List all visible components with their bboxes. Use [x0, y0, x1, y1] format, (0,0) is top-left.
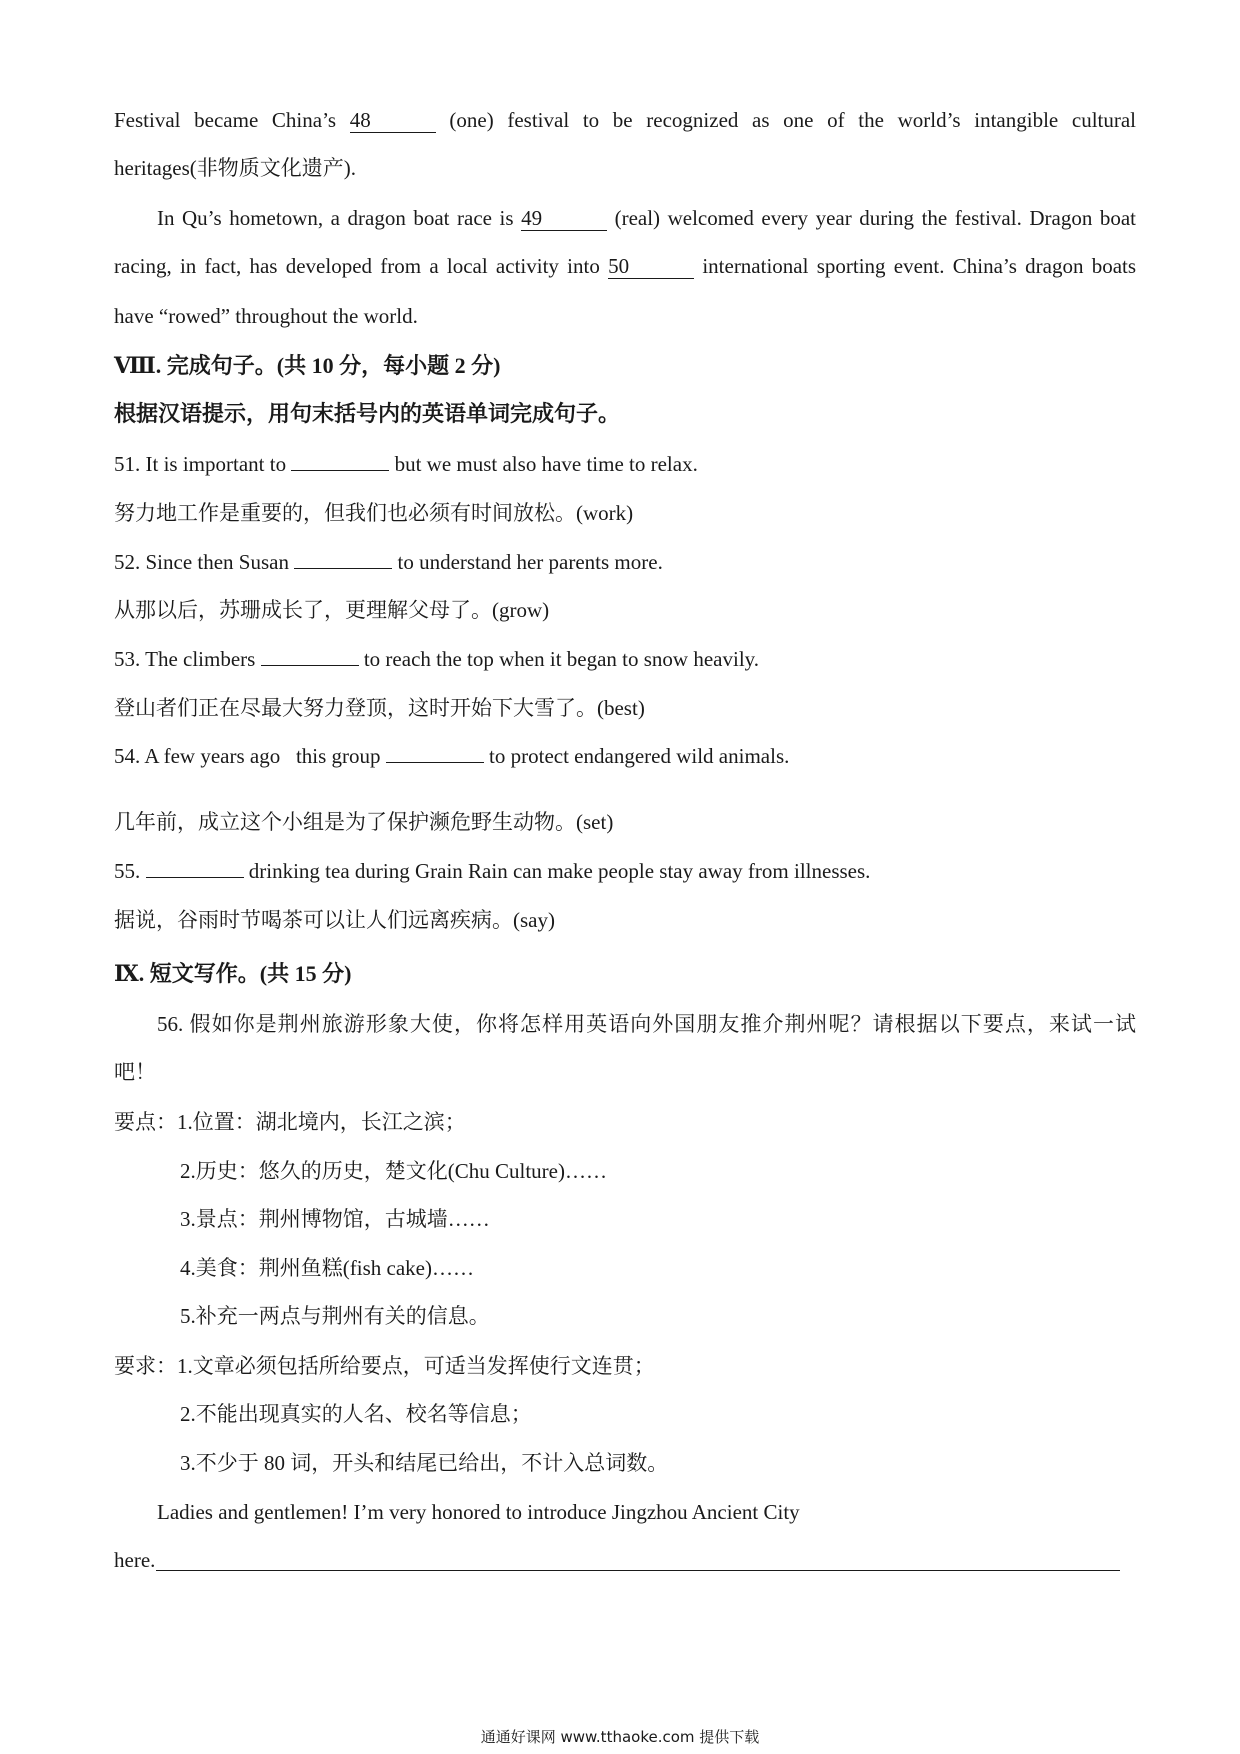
- page-footer: 通通好课网 www.tthaoke.com 提供下载: [480, 1728, 760, 1746]
- essay-writing-line[interactable]: [156, 1570, 1120, 1571]
- answer-blank-54[interactable]: [386, 742, 484, 763]
- passage-text: Festival became China’s: [114, 108, 337, 132]
- answer-blank-55[interactable]: [146, 857, 244, 878]
- passage-line-2: heritages(非物质文化遗产).: [114, 156, 357, 180]
- section-8-instruction: 根据汉语提示，用句末括号内的英语单词完成句子。: [114, 401, 621, 426]
- passage-line-3: [157, 204, 1136, 232]
- passage-text: In Qu’s hometown, a dragon boat race is: [157, 206, 514, 230]
- answer-blank-48[interactable]: 48: [350, 108, 436, 133]
- question-text: to reach the top when it began to snow heavily.: [363, 647, 760, 671]
- answer-blank-53[interactable]: [261, 645, 359, 666]
- answer-blank-50[interactable]: 50: [608, 254, 694, 279]
- question-text: 52. Since then Susan: [114, 550, 289, 574]
- points-label: 要点：: [114, 1110, 177, 1134]
- question-text: to protect endangered wild animals.: [489, 744, 790, 768]
- point-item-5: 5.补充一两点与荆州有关的信息。: [180, 1304, 490, 1328]
- requirements-label: 要求：: [114, 1354, 177, 1378]
- question-52: [114, 548, 663, 576]
- question-55: [114, 857, 870, 885]
- question-text: 54. A few years ago this group: [114, 744, 381, 768]
- answer-blank-52[interactable]: [294, 548, 392, 569]
- section-9-title: Ⅸ. 短文写作。(共 15 分): [114, 961, 352, 986]
- passage-text: (one) festival to be recognized as one of the world’s intangible cultural: [449, 108, 1137, 132]
- question-text: but we must also have time to relax.: [394, 452, 698, 476]
- question-text: 55.: [114, 859, 141, 883]
- points-row-1: [114, 1108, 466, 1136]
- passage-line-5: have “rowed” throughout the world.: [114, 304, 418, 328]
- essay-opening: Ladies and gentlemen! I’m very honored to introduce Jingzhou Ancient City: [157, 1500, 800, 1524]
- requirement-item: 1.文章必须包括所给要点，可适当发挥使行文连贯；: [177, 1354, 655, 1378]
- question-54: [114, 742, 789, 770]
- essay-opening-end: here.: [114, 1548, 156, 1572]
- question-text: 51. It is important to: [114, 452, 287, 476]
- passage-line-4: [114, 252, 1136, 280]
- writing-prompt-line-2: 吧！: [114, 1060, 156, 1084]
- question-55-hint: 据说，谷雨时节喝茶可以让人们远离疾病。(say): [114, 908, 555, 932]
- question-51-hint: 努力地工作是重要的，但我们也必须有时间放松。(work): [114, 501, 634, 525]
- point-item-2: 2.历史：悠久的历史，楚文化(Chu Culture)……: [180, 1159, 607, 1183]
- passage-text: racing, in fact, has developed from a local activity into: [114, 254, 600, 278]
- question-text: 53. The climbers: [114, 647, 256, 671]
- answer-blank-49[interactable]: 49: [521, 206, 607, 231]
- question-text: drinking tea during Grain Rain can make people stay away from illnesses.: [248, 859, 871, 883]
- point-item-4: 4.美食：荆州鱼糕(fish cake)……: [180, 1256, 474, 1280]
- answer-blank-51[interactable]: [291, 450, 389, 471]
- section-8-title: Ⅷ. 完成句子。(共 10 分，每小题 2 分): [114, 353, 501, 378]
- requirement-item-3: 3.不少于 80 词，开头和结尾已给出，不计入总词数。: [180, 1451, 669, 1475]
- requirement-item-2: 2.不能出现真实的人名、校名等信息；: [180, 1402, 532, 1426]
- passage-line-1: [114, 106, 1136, 134]
- passage-text: (real) welcomed every year during the festival. Dragon boat: [614, 206, 1137, 230]
- question-text: to understand her parents more.: [397, 550, 663, 574]
- question-51: [114, 450, 698, 478]
- question-54-hint: 几年前，成立这个小组是为了保护濒危野生动物。(set): [114, 810, 614, 834]
- passage-text: international sporting event. China’s dragon boats: [702, 254, 1137, 278]
- requirements-row-1: [114, 1352, 655, 1380]
- question-52-hint: 从那以后，苏珊成长了，更理解父母了。(grow): [114, 598, 550, 622]
- point-item-3: 3.景点：荆州博物馆，古城墙……: [180, 1207, 490, 1231]
- point-item: 1.位置：湖北境内，长江之滨；: [177, 1110, 466, 1134]
- writing-prompt-line-1: 56. 假如你是荆州旅游形象大使，你将怎样用英语向外国朋友推介荆州呢？请根据以下要点，来试一试: [157, 1012, 1136, 1036]
- question-53-hint: 登山者们正在尽最大努力登顶，这时开始下大雪了。(best): [114, 696, 645, 720]
- question-53: [114, 645, 759, 673]
